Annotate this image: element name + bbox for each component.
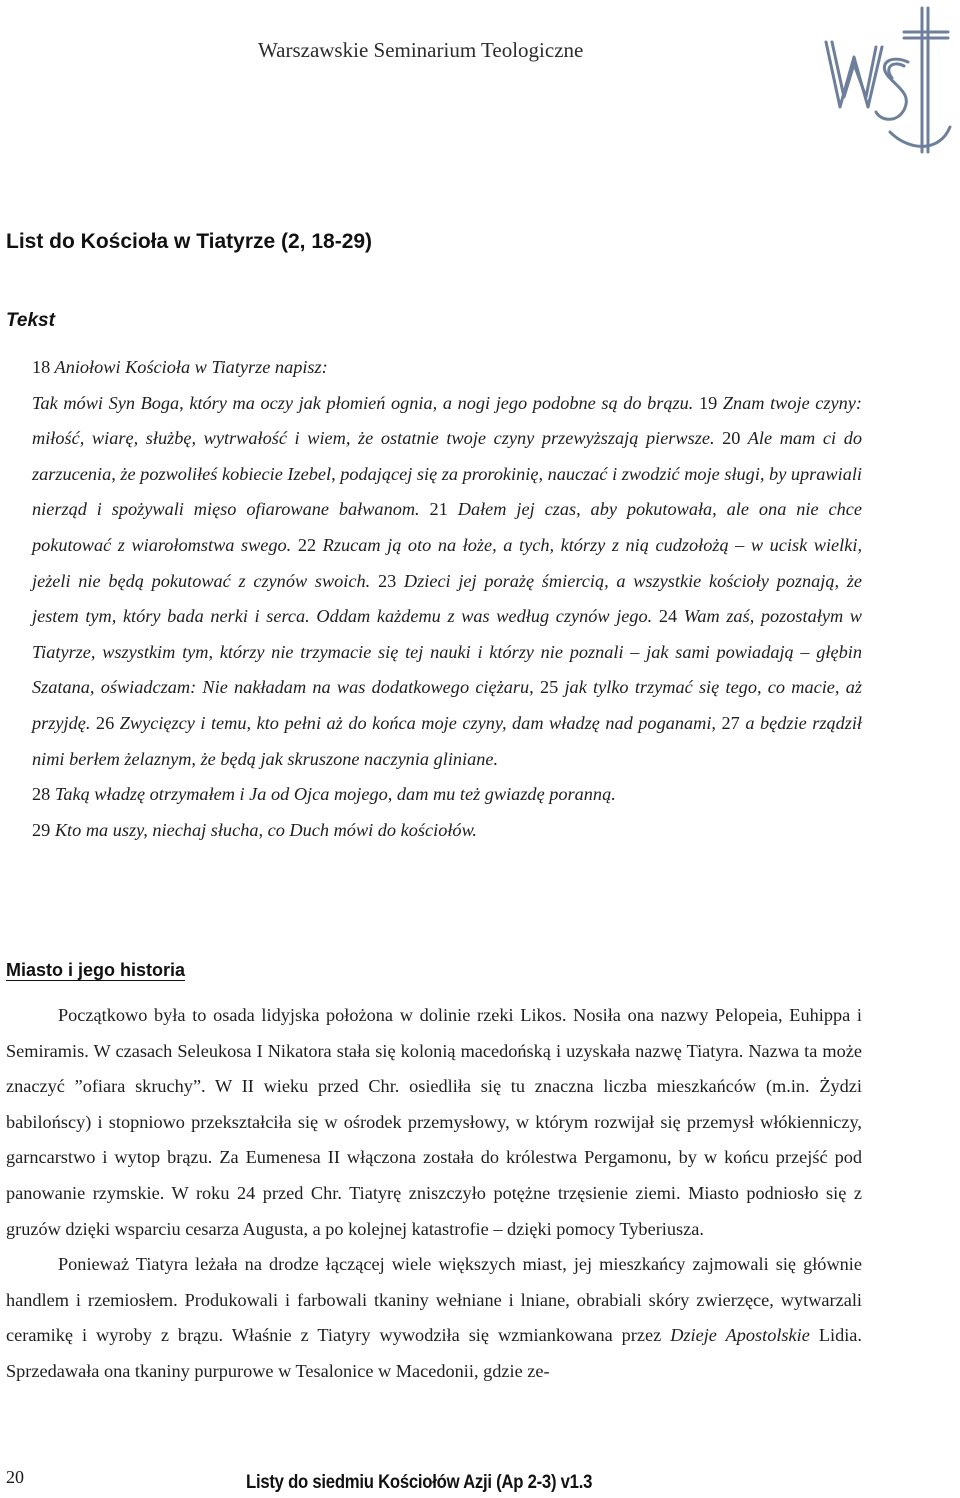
- history-text-segment: Ponieważ Tiatyra leżała na drodze łączącej wiele większych miast, jej mieszkańcy zajmowali się głównie handlem i rzemiosłem. Produkowali i farbowali tkaniny wełniane i lniane, obrabiali skóry zwierzęce, wytwarzali ceramikę i wyroby z brązu. Właśnie z Tiatyry wywodziła się wzmiankowana przez: [6, 1254, 862, 1346]
- verse-line: [32, 350, 862, 386]
- verse-number: 23: [377, 570, 397, 591]
- scripture-text: [32, 350, 862, 848]
- page-number: 20: [6, 1467, 24, 1487]
- verse-text: Taką władzę otrzymałem i Ja od Ojca mojego, dam mu też gwiazdę poranną.: [50, 784, 616, 805]
- section-title: List do Kościoła w Tiatyrze (2, 18-29): [6, 230, 373, 253]
- verse-text: Ale mam ci do zarzucenia, że pozwoliłeś kobiecie Izebel, podającej się za prorokinię, nauczać i zwodzić moje sługi, by uprawiali nierząd i spożywali mięso ofiarowane bałwanom.: [32, 428, 862, 520]
- verse-text: Rzucam ją oto na łoże, a tych, którzy z nią cudzołożą – w ucisk wielki, jeżeli nie będą pokutować z czynów swoich.: [32, 534, 863, 591]
- verse-number: 28: [32, 784, 51, 805]
- verse-number: 24: [658, 606, 678, 627]
- verse-number: 27: [721, 712, 740, 733]
- verse-text: Dzieci jej porażę śmiercią, a wszystkie kościoły poznają, że jestem tym, który bada nerki i serca. Oddam każdemu z was według czynów jego.: [32, 570, 862, 627]
- history-paragraph-1: Początkowo była to osada lidyjska położona w dolinie rzeki Likos. Nosiła ona nazwy Pelopeia, Euhippa i Semiramis. W czasach Seleukosa I Nikatora stała się kolonią macedońską i uzyskała nazwę Tiatyra. Nazwa ta może znaczyć ”ofiara skruchy”. W II wieku przed Chr. osiedliła się tu znaczna liczba mieszkańców (m.in. Żydzi babilońscy) i stopniowo przekształciła się w ośrodek przemysłowy, w którym rozwijał się przemysł włókienniczy, garncarstwo i wytop brązu. Za Eumenesa II włączona została do królestwa Pergamonu, by w końcu przejść pod panowanie rzymskie. W roku 24 przed Chr. Tiatyrę zniszczyło potężne trzęsienie ziemi. Miasto podniosło się z gruzów dzięki wsparciu cesarza Augusta, a po kolejnej katastrofie – dzięki pomocy Tyberiusza.: [6, 1005, 862, 1239]
- verse-text: Tak mówi Syn Boga, który ma oczy jak płomień ognia, a nogi jego podobne są do brązu.: [32, 392, 699, 413]
- history-paragraph-2: [6, 1247, 862, 1389]
- verse-number: 22: [297, 534, 317, 555]
- book-title: Dzieje Apostolskie: [670, 1325, 810, 1346]
- wst-logo-graphic: [820, 2, 960, 162]
- verse-text: Wam zaś, pozostałym w Tiatyrze, wszystkim tym, którzy nie trzymacie się tej nauki i którzy nie poznali – jak sami powiadają – głębin Szatana, oświadczam: Nie nakładam na was dodatkowego ciężaru,: [32, 606, 862, 698]
- history-text-segment: Lidia. Sprzedawała ona tkaniny purpurowe w Tesalonice w Macedonii, gdzie ze-: [6, 1325, 862, 1381]
- verse-text: Kto ma uszy, niechaj słucha, co Duch mówi do kościołów.: [50, 819, 477, 840]
- verse-text: Dałem jej czas, aby pokutowała, ale ona nie chce pokutować z wiarołomstwa swego.: [32, 499, 862, 555]
- verse-text: Znam twoje czyny: miłość, wiarę, służbę, wytrwałość i wiem, że ostatnie twoje czyny przewyższają pierwsze.: [32, 392, 862, 449]
- verse-number: 21: [429, 499, 448, 520]
- footer-title: Listy do siedmiu Kościołów Azji (Ap 2-3) v1.3: [246, 1472, 593, 1493]
- verse-line: [32, 777, 862, 813]
- verse-number: 26: [95, 712, 115, 733]
- verse-line: [32, 813, 862, 849]
- verse-text: Aniołowi Kościoła w Tiatyrze napisz:: [50, 357, 328, 377]
- verse-number: 20: [722, 428, 741, 449]
- verse-number: 18: [32, 357, 51, 377]
- tekst-label: Tekst: [6, 310, 55, 331]
- verse-number: 19: [698, 392, 718, 413]
- verse-text: a będzie rządził nimi berłem żelaznym, że będą jak skruszone naczynia gliniane.: [32, 712, 862, 769]
- history-title: Miasto i jego historia: [6, 960, 186, 980]
- verse-text: Zwycięzcy i temu, kto pełni aż do końca moje czyny, dam władzę nad poganami,: [114, 712, 722, 733]
- wst-logo: [820, 2, 960, 162]
- verse-number: 29: [32, 819, 51, 840]
- verse-paragraph: [32, 386, 862, 778]
- verse-number: 25: [539, 677, 559, 698]
- history-text: [6, 998, 862, 1390]
- verse-text: jak tylko trzymać się tego, co macie, aż przyjdę.: [32, 677, 862, 733]
- header-title: Warszawskie Seminarium Teologiczne: [258, 38, 584, 62]
